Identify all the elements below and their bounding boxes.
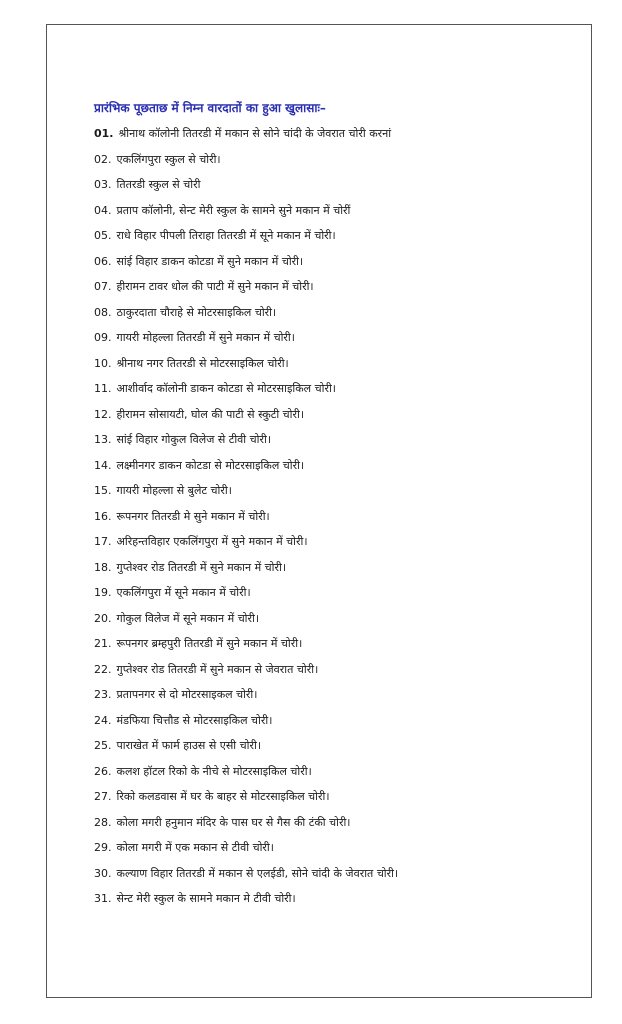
item-text: तितरडी स्कुल से चोरी bbox=[116, 178, 201, 191]
item-number: 21. bbox=[94, 637, 112, 650]
item-text: एकलिंगपुरा में सूने मकान में चोरी। bbox=[116, 586, 251, 599]
item-text: राधे विहार पीपली तिराहा तितरडी में सूने मकान में चोरी। bbox=[116, 229, 336, 242]
list-item bbox=[94, 125, 398, 151]
item-text: अरिहन्तविहार एकलिंगपुरा में सुने मकान में चोरी। bbox=[116, 535, 308, 548]
item-number: 29. bbox=[94, 841, 112, 854]
item-number: 14. bbox=[94, 458, 112, 472]
list-item bbox=[94, 737, 398, 763]
list-item bbox=[94, 508, 398, 534]
item-number: 30. bbox=[94, 866, 112, 880]
item-text: गायरी मोहल्ला से बुलेट चोरी। bbox=[116, 484, 232, 497]
list-item bbox=[94, 839, 398, 865]
list-item bbox=[94, 151, 398, 177]
list-item bbox=[94, 176, 398, 202]
item-number: 18. bbox=[94, 560, 112, 574]
list-item bbox=[94, 227, 398, 253]
item-number: 05. bbox=[94, 229, 112, 242]
item-text: कल्याण विहार तितरडी में मकान से एलईडी, सोने चांदी के जेवरात चोरी। bbox=[116, 866, 399, 880]
list-item bbox=[94, 661, 398, 687]
list-item bbox=[94, 457, 398, 483]
list-item bbox=[94, 712, 398, 738]
item-text: श्रीनाथ नगर तितरडी से मोटरसाइकिल चोरी। bbox=[116, 356, 289, 370]
item-number: 28. bbox=[94, 815, 112, 829]
list-item bbox=[94, 355, 398, 381]
list-item bbox=[94, 788, 398, 814]
item-number: 04. bbox=[94, 203, 112, 217]
item-number: 13. bbox=[94, 433, 112, 446]
item-number: 07. bbox=[94, 280, 112, 293]
item-text: हीरामन टावर धोल की पाटी में सुने मकान में चोरी। bbox=[116, 280, 314, 293]
list-item bbox=[94, 890, 398, 916]
list-item bbox=[94, 253, 398, 279]
item-number: 16. bbox=[94, 509, 112, 523]
item-text: ठाकुरदाता चौराहे से मोटरसाइकिल चोरी। bbox=[116, 305, 277, 319]
item-text: कोला मगरी में एक मकान से टीवी चोरी। bbox=[116, 841, 274, 854]
item-number: 10. bbox=[94, 356, 112, 370]
list-item bbox=[94, 329, 398, 355]
item-number: 25. bbox=[94, 739, 112, 752]
item-text: सांई विहार डाकन कोटडा में सुने मकान में चोरी। bbox=[116, 254, 304, 268]
item-number: 23. bbox=[94, 688, 112, 701]
item-text: सांई विहार गोकुल विलेज से टीवी चोरी। bbox=[116, 433, 271, 446]
item-text: प्रताप कॉलोनी, सेन्ट मेरी स्कुल के सामने सुने मकान में चोरीं bbox=[116, 203, 351, 217]
item-number: 19. bbox=[94, 586, 112, 599]
document-heading: प्रारंभिक पूछताछ में निम्न वारदातों का हुआ खुलासाः– bbox=[94, 101, 326, 115]
list-item bbox=[94, 406, 398, 432]
list-item bbox=[94, 865, 398, 891]
list-item bbox=[94, 559, 398, 585]
item-text: रूपनगर ब्रम्हपुरी तितरडी में सुने मकान में चोरी। bbox=[116, 637, 303, 650]
list-item bbox=[94, 635, 398, 661]
item-number: 12. bbox=[94, 407, 112, 421]
item-text: एकलिंगपुरा स्कुल से चोरी। bbox=[116, 152, 221, 166]
item-text: रिको कलडवास में घर के बाहर से मोटरसाइकिल चोरी। bbox=[116, 790, 330, 803]
item-number: 01. bbox=[94, 127, 114, 140]
list-item bbox=[94, 482, 398, 508]
list-item bbox=[94, 763, 398, 789]
list-item bbox=[94, 431, 398, 457]
item-text: मंडफिया चित्तौड से मोटरसाइकिल चोरी। bbox=[116, 713, 273, 727]
item-text: सेन्ट मेरी स्कुल के सामने मकान मे टीवी चोरी। bbox=[116, 892, 296, 905]
item-number: 02. bbox=[94, 152, 112, 166]
item-number: 09. bbox=[94, 331, 112, 344]
item-text: गुप्तेश्वर रोड तितरडी में सुने मकान से जेवरात चोरी। bbox=[116, 662, 319, 676]
item-number: 26. bbox=[94, 764, 112, 778]
item-number: 31. bbox=[94, 892, 112, 905]
item-number: 11. bbox=[94, 382, 112, 395]
item-number: 15. bbox=[94, 484, 112, 497]
list-item bbox=[94, 584, 398, 610]
item-text: रूपनगर तितरडी मे सुने मकान में चोरी। bbox=[116, 509, 270, 523]
item-number: 20. bbox=[94, 611, 112, 625]
item-text: गायरी मोहल्ला तितरडी में सुने मकान में चोरी। bbox=[116, 331, 295, 344]
item-text: गुप्तेश्वर रोड तितरडी में सुने मकान में चोरी। bbox=[116, 560, 286, 574]
item-number: 06. bbox=[94, 254, 112, 268]
item-number: 22. bbox=[94, 662, 112, 676]
list-item bbox=[94, 533, 398, 559]
item-text: कोला मगरी हनुमान मंदिर के पास घर से गैस की टंकी चोरी। bbox=[116, 815, 351, 829]
item-text: गोकुल विलेज में सूने मकान में चोरी। bbox=[116, 611, 260, 625]
item-number: 03. bbox=[94, 178, 112, 191]
item-number: 17. bbox=[94, 535, 112, 548]
list-item bbox=[94, 686, 398, 712]
item-number: 27. bbox=[94, 790, 112, 803]
list-item bbox=[94, 278, 398, 304]
list-item bbox=[94, 814, 398, 840]
list-item bbox=[94, 610, 398, 636]
list-item bbox=[94, 380, 398, 406]
list-item bbox=[94, 304, 398, 330]
item-text: हीरामन सोसायटी, घोल की पाटी से स्कुटी चोरी। bbox=[116, 407, 305, 421]
item-text: प्रतापनगर से दो मोटरसाइकल चोरी। bbox=[116, 688, 258, 701]
item-text: लक्ष्मीनगर डाकन कोटडा से मोटरसाइकिल चोरी। bbox=[116, 458, 305, 472]
item-text: पाराखेत में फार्म हाउस से एसी चोरी। bbox=[116, 739, 261, 752]
item-number: 24. bbox=[94, 713, 112, 727]
item-text: कलश हॉटल रिको के नीचे से मोटरसाइकिल चोरी। bbox=[116, 764, 312, 778]
item-number: 08. bbox=[94, 305, 112, 319]
list-item bbox=[94, 202, 398, 228]
item-text: आशीर्वाद कॉलोनी डाकन कोटडा से मोटरसाइकिल चोरी। bbox=[116, 382, 336, 395]
item-text: श्रीनाथ कॉलोनी तितरडी में मकान से सोने चांदी के जेवरात चोरी करनां bbox=[118, 127, 392, 140]
incident-list bbox=[94, 125, 398, 916]
